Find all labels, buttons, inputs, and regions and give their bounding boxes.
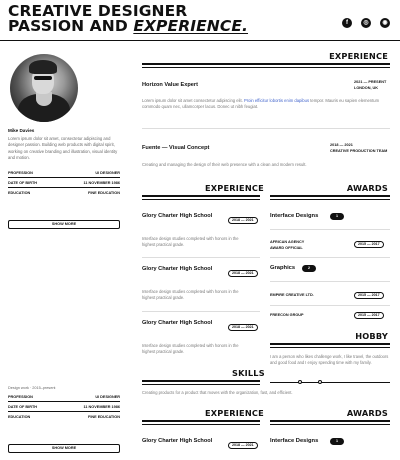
job-divider (142, 128, 390, 129)
award-divider (270, 281, 390, 282)
section-rule (270, 343, 390, 345)
experience-card-date: 2018 — 2021 (228, 324, 258, 331)
skills-text: Creating products for a product that moves with the organization, fast, and efficient. (142, 390, 293, 395)
info-row (8, 168, 120, 178)
info-row (8, 412, 120, 422)
section-rule (142, 63, 390, 65)
experience-card-date: 2018 — 2021 (228, 270, 258, 277)
hobby-slider-handle[interactable] (318, 380, 322, 384)
experience-card-title: Glory Charter High School (142, 320, 213, 326)
info-value: UI DESIGNER (95, 394, 120, 399)
section-rule-thin (270, 199, 390, 200)
award-org-line: AFRICAN AGENCY (270, 240, 305, 244)
award-org-line: AWARD OFFICIAL (270, 245, 303, 250)
section-rule (142, 420, 260, 422)
award-name: Graphics (270, 265, 296, 271)
award-org (270, 240, 304, 251)
hobby-text: I am a person who likes challenge work, I like travel, the outdoors and good food and I enjoy spending time with my family. (270, 354, 389, 365)
experience-card-date: 2018 — 2021 (228, 442, 258, 449)
info-label: EDUCATION (8, 191, 31, 195)
experience-card-title: Glory Charter High School (142, 438, 213, 444)
job-description: Creating and managing the design of their web presence with a clean and modern result. (142, 162, 307, 167)
headline-line2 (8, 19, 248, 34)
section-rule (270, 195, 390, 197)
job-location: LONDON, UK (354, 85, 379, 90)
award-badge: 1 (330, 213, 344, 220)
job-title: Fuente — Visual Concept (142, 145, 210, 151)
info-value: UI DESIGNER (95, 170, 120, 175)
info-value: FINE EDUCATION (88, 191, 120, 195)
info-label: DATE OF BIRTH (8, 404, 38, 409)
award-divider (270, 305, 390, 306)
info-row (8, 178, 120, 188)
section-title-awards: AWARDS (346, 183, 388, 193)
info-row (8, 188, 120, 198)
hobby-slider-track (270, 382, 390, 383)
profile-info-table (8, 168, 120, 198)
award-badge: 1 (330, 438, 344, 445)
profile-info-table-2 (8, 392, 120, 422)
job-date-line: 2018 — 2021 (330, 143, 353, 147)
hobby-slider-handle[interactable] (298, 380, 302, 384)
section-rule-thin (142, 424, 260, 425)
profile-avatar (10, 54, 78, 122)
job-description (142, 98, 390, 110)
headline-plain: PASSION AND (8, 17, 134, 35)
info-value: FINE EDUCATION (88, 415, 120, 419)
instagram-icon[interactable]: ◉ (380, 18, 390, 28)
award-date: 2015 — 2017 (354, 292, 384, 299)
experience-card-title: Glory Charter High School (142, 266, 213, 272)
header-divider (0, 40, 400, 41)
award-date: 2015 — 2017 (354, 312, 384, 319)
job-title: Horizon Value Expert (142, 82, 198, 88)
section-rule (142, 195, 260, 197)
award-name: Interface Designs (270, 213, 319, 219)
gallery-caption: Design work · 2015–present (8, 386, 56, 390)
award-org: FREECON GROUP (270, 313, 304, 317)
experience-card-desc: Interface design studies completed with honors in the highest practical grade. (142, 236, 239, 247)
award-name: Interface Designs (270, 438, 319, 444)
dribbble-icon[interactable]: ◎ (361, 18, 371, 28)
section-rule-thin (142, 199, 260, 200)
award-divider (270, 229, 390, 230)
info-value: 11 NOVEMBER 1986 (83, 404, 120, 409)
job-date (354, 80, 390, 91)
experience-card-desc: Interface design studies completed with honors in the highest practical grade. (142, 343, 239, 354)
award-badge: 2 (302, 265, 316, 272)
facebook-icon[interactable]: f (342, 18, 352, 28)
info-row (8, 402, 120, 412)
award-date: 2015 — 2017 (354, 241, 384, 248)
card-divider (142, 311, 260, 312)
section-rule (270, 420, 390, 422)
show-more-button[interactable]: SHOW MORE (8, 220, 120, 229)
headline-emphasis: EXPERIENCE. (133, 17, 249, 35)
profile-name: Mike Davies (8, 128, 35, 133)
job-desc-part: Lorem ipsum dolor sit amet consectetur adipiscing elit. (142, 98, 244, 103)
show-more-button-2[interactable]: SHOW MORE (8, 444, 120, 453)
headline-line1: CREATIVE DESIGNER (8, 2, 188, 20)
section-title-experience-3: EXPERIENCE (205, 408, 264, 418)
section-title-awards-2: AWARDS (346, 408, 388, 418)
info-label: EDUCATION (8, 415, 31, 419)
award-org: EMPIRE CREATIVE LTD. (270, 293, 314, 297)
section-rule-thin (142, 67, 390, 68)
section-rule-thin (142, 384, 260, 385)
page-header (8, 4, 248, 34)
info-value: 11 NOVEMBER 1986 (83, 180, 120, 185)
award-divider (270, 257, 390, 258)
job-desc-highlight: Proin efficitur lobortis enim dapibus (243, 98, 310, 103)
social-links (342, 18, 390, 28)
experience-card-desc: Interface design studies completed with honors in the highest practical grade. (142, 289, 239, 300)
section-title-experience: EXPERIENCE (329, 51, 388, 61)
job-date (330, 143, 392, 154)
section-title-skills: SKILLS (232, 368, 265, 378)
info-label: PROFESSION (8, 170, 33, 175)
section-rule-thin (270, 347, 390, 348)
section-rule (142, 380, 260, 382)
info-label: PROFESSION (8, 394, 33, 399)
info-row (8, 392, 120, 402)
job-desc-part: tempor. Mauris eu sapien elementum commodo quam nec, ullamcorper lacus. Donec ut nibh feugiat. (142, 98, 380, 110)
section-title-experience-2: EXPERIENCE (205, 183, 264, 193)
experience-card-date: 2018 — 2021 (228, 217, 258, 224)
profile-bio: Lorem ipsum dolor sit amet, consectetur adipiscing and designer passion. Building web products with digital spirit, working on creative branding and illustration, visual identity and motion. (8, 136, 118, 160)
experience-card-title: Glory Charter High School (142, 213, 213, 219)
job-date-line: 2021 — PRESENT (354, 80, 387, 84)
section-rule-thin (270, 424, 390, 425)
job-location: CREATIVE PRODUCTION TEAM (330, 148, 388, 153)
info-label: DATE OF BIRTH (8, 180, 38, 185)
card-divider (142, 257, 260, 258)
section-title-hobby: HOBBY (355, 331, 388, 341)
